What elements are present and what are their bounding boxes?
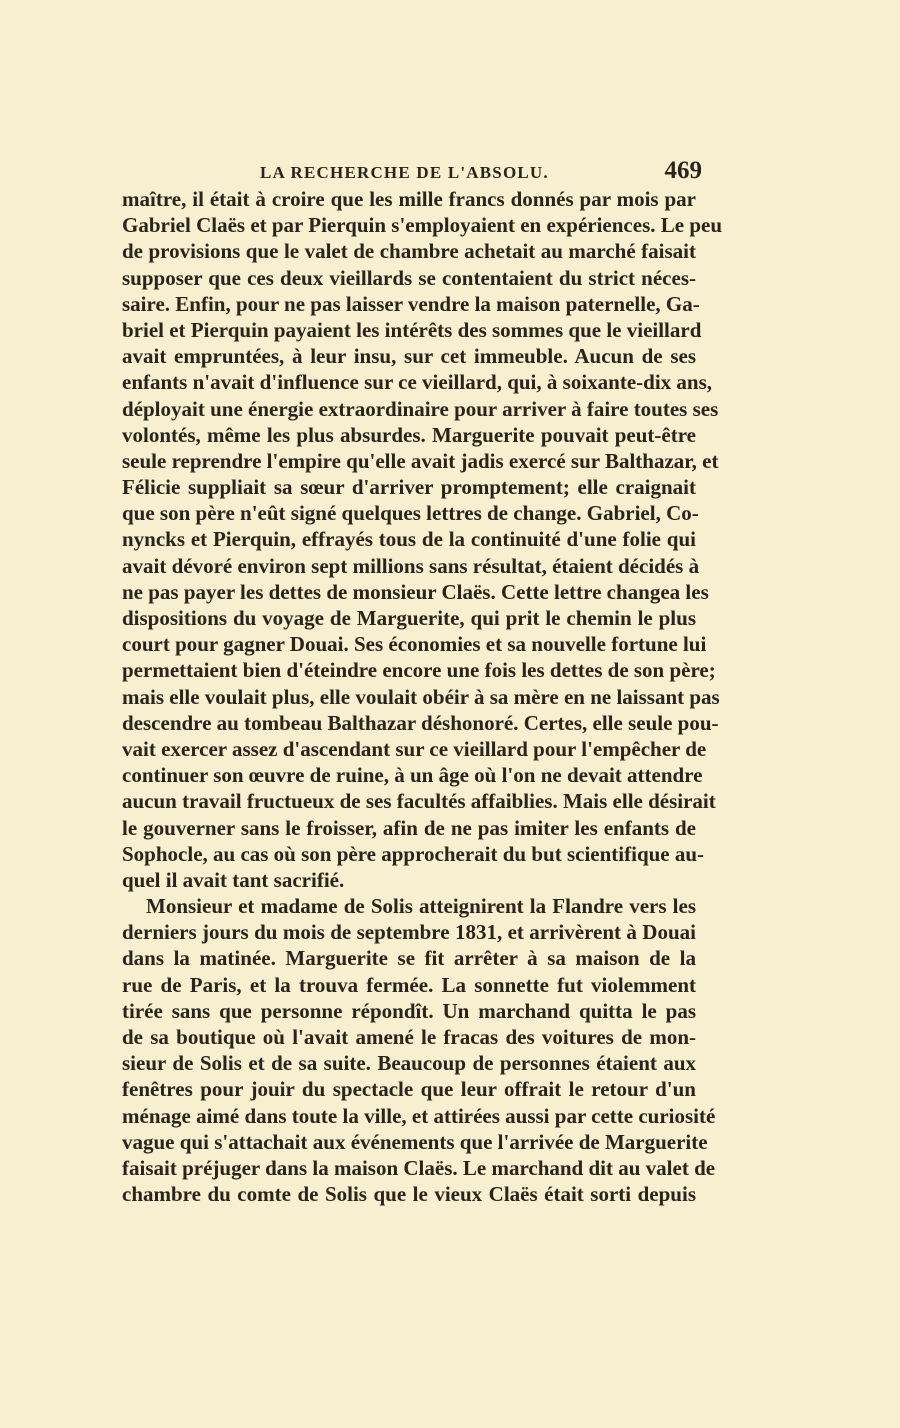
- text-line: fenêtres pour jouir du spectacle que leur offrait le retour d'un: [122, 1077, 696, 1102]
- text-line: vait exercer assez d'ascendant sur ce vieillard pour l'empêcher de: [122, 736, 707, 761]
- body-text: [122, 186, 723, 1207]
- text-line: Gabriel Claës et par Pierquin s'employaient en expériences. Le peu: [122, 213, 723, 238]
- text-line: dispositions du voyage de Marguerite, qui prit le chemin le plus: [122, 606, 696, 630]
- paragraph-1: [122, 186, 723, 893]
- text-line: mais elle voulait plus, elle voulait obéir à sa mère en ne laissant pas: [122, 684, 720, 709]
- text-line: maître, il était à croire que les mille francs donnés par mois par: [122, 187, 696, 211]
- text-line: vague qui s'attachait aux événements que l'arrivée de Marguerite: [122, 1129, 708, 1154]
- text-line: descendre au tombeau Balthazar déshonoré. Certes, elle seule pou-: [122, 710, 719, 735]
- text-line: enfants n'avait d'influence sur ce vieillard, qui, à soixante-dix ans,: [122, 370, 712, 395]
- text-line: continuer son œuvre de ruine, à un âge où l'on ne devait attendre: [122, 763, 703, 788]
- text-line: supposer que ces deux vieillards se contentaient du strict néces-: [122, 265, 696, 290]
- text-line: faisait préjuger dans la maison Claës. Le marchand dit au valet de: [122, 1155, 716, 1180]
- text-line: tirée sans que personne répondît. Un marchand quitta le pas: [122, 998, 696, 1023]
- text-line: Monsieur et madame de Solis atteignirent la Flandre vers les: [146, 894, 696, 919]
- text-line: rue de Paris, et la trouva fermée. La sonnette fut violemment: [122, 972, 696, 997]
- text-line: que son père n'eût signé quelques lettres de change. Gabriel, Co-: [122, 501, 699, 526]
- text-line: permettaient bien d'éteindre encore une fois les dettes de son père;: [122, 658, 716, 683]
- text-line: quel il avait tant sacrifié.: [122, 867, 345, 892]
- text-line: aucun travail fructueux de ses facultés affaiblies. Mais elle désirait: [122, 789, 716, 814]
- running-title: LA RECHERCHE DE L'ABSOLU.: [260, 163, 549, 182]
- text-line: Félicie suppliait sa sœur d'arriver promptement; elle craignait: [122, 475, 696, 500]
- text-line: sieur de Solis et de sa suite. Beaucoup de personnes étaient aux: [122, 1051, 696, 1076]
- text-line: seule reprendre l'empire qu'elle avait jadis exercé sur Balthazar, et: [122, 448, 719, 473]
- text-line: avait dévoré environ sept millions sans résultat, étaient décidés à: [122, 553, 700, 578]
- text-line: nyncks et Pierquin, effrayés tous de la continuité d'une folie qui: [122, 527, 696, 552]
- text-line: ne pas payer les dettes de monsieur Claës. Cette lettre changea les: [122, 579, 709, 604]
- text-line: briel et Pierquin payaient les intérêts des sommes que le vieillard: [122, 317, 702, 342]
- text-line: chambre du comte de Solis que le vieux Claës était sorti depuis: [122, 1182, 696, 1207]
- text-line: de sa boutique où l'avait amené le fracas des voitures de mon-: [122, 1025, 696, 1049]
- text-line: volontés, même les plus absurdes. Marguerite pouvait peut-être: [122, 422, 696, 447]
- text-line: Sophocle, au cas où son père approcherait du but scientifique au-: [122, 841, 705, 866]
- text-line: déployait une énergie extraordinaire pour arriver à faire toutes ses: [122, 396, 719, 421]
- text-line: ménage aimé dans toute la ville, et attirées aussi par cette curiosité: [122, 1103, 716, 1128]
- paragraph-2: [122, 893, 716, 1207]
- text-line: court pour gagner Douai. Ses économies et sa nouvelle fortune lui: [122, 632, 707, 657]
- text-line: le gouverner sans le froisser, afin de ne pas imiter les enfants de: [122, 815, 696, 840]
- text-line: avait empruntées, à leur insu, sur cet immeuble. Aucun de ses: [122, 344, 696, 369]
- text-line: derniers jours du mois de septembre 1831, et arrivèrent à Douai: [122, 920, 696, 945]
- text-line: dans la matinée. Marguerite se fit arrêter à sa maison de la: [122, 946, 696, 971]
- text-line: saire. Enfin, pour ne pas laisser vendre la maison paternelle, Ga-: [122, 291, 700, 316]
- running-head: [260, 157, 702, 187]
- text-line: de provisions que le valet de chambre achetait au marché faisait: [122, 239, 696, 264]
- page-number: 469: [664, 157, 702, 184]
